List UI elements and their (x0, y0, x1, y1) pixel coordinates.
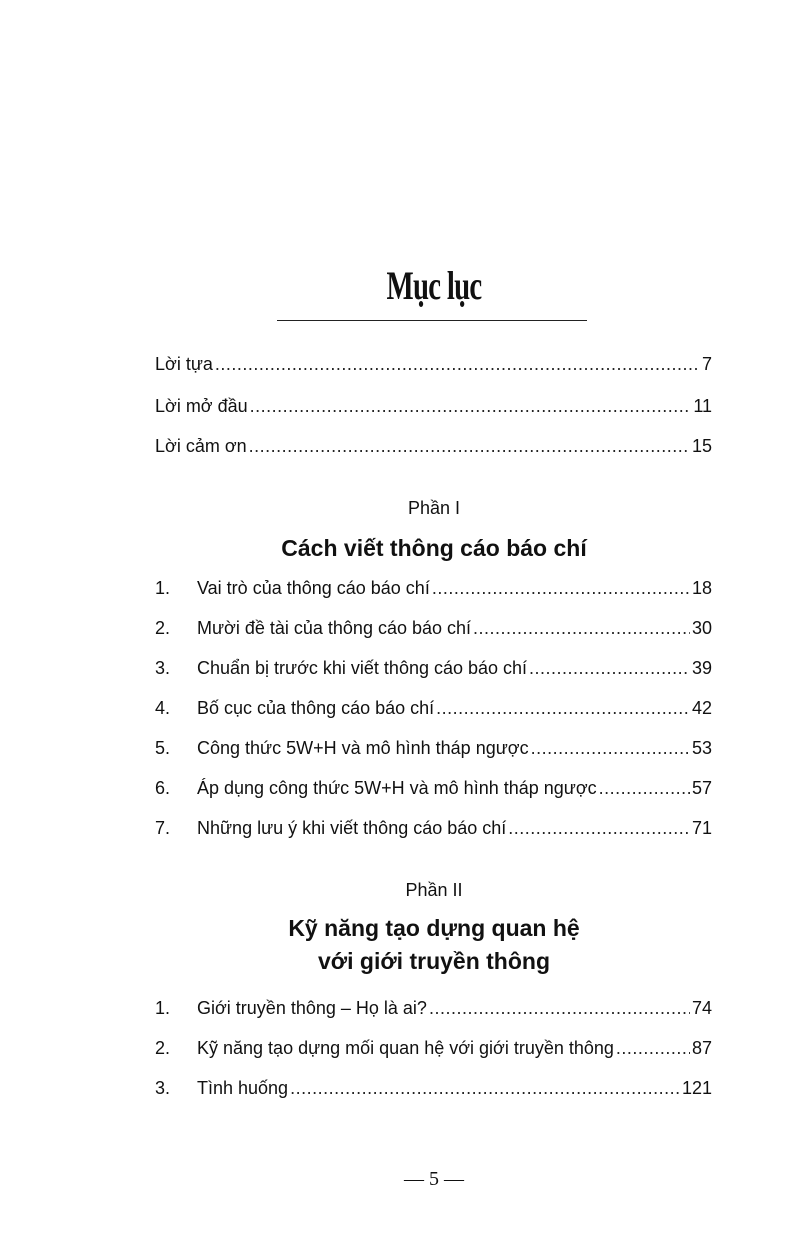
toc-title: Mục lục (386, 263, 482, 308)
toc-entry-preface (155, 354, 712, 380)
entry-label: Lời cảm ơn (155, 436, 247, 456)
entry-page: 11 (693, 396, 712, 416)
entry-page: 18 (691, 578, 712, 598)
dot-leader (508, 818, 690, 839)
entry-label: Chuẩn bị trước khi viết thông cáo báo chí (197, 658, 528, 678)
entry-label: Áp dụng công thức 5W+H và mô hình tháp ngược (197, 778, 597, 798)
toc-entry (155, 698, 712, 724)
toc-entry-introduction (155, 396, 712, 422)
dot-leader (531, 738, 690, 759)
dot-leader (429, 998, 690, 1019)
entry-page: 15 (691, 436, 712, 456)
entry-page: 7 (701, 354, 712, 374)
dot-leader (599, 778, 690, 799)
toc-entry (155, 818, 712, 844)
entry-number: 4. (155, 698, 171, 718)
page-number: — 5 — (404, 1168, 464, 1190)
entry-page: 121 (681, 1078, 712, 1098)
entry-label: Vai trò của thông cáo báo chí (197, 578, 430, 598)
part-heading: Cách viết thông cáo báo chí (281, 535, 587, 561)
entry-number: 3. (155, 658, 171, 678)
part-label: Phần II (405, 880, 463, 900)
toc-entry (155, 658, 712, 684)
part-label: Phần I (407, 498, 461, 518)
entry-page: 53 (691, 738, 712, 758)
title-rule (277, 320, 587, 321)
entry-label: Công thức 5W+H và mô hình tháp ngược (197, 738, 529, 758)
entry-number: 6. (155, 778, 171, 798)
entry-number: 3. (155, 1078, 171, 1098)
dot-leader (473, 618, 690, 639)
entry-number: 1. (155, 578, 171, 598)
entry-page: 74 (691, 998, 712, 1018)
entry-label: Giới truyền thông – Họ là ai? (197, 998, 427, 1018)
entry-page: 87 (691, 1038, 712, 1058)
dot-leader (529, 658, 690, 679)
entry-page: 30 (691, 618, 712, 638)
toc-entry (155, 778, 712, 804)
dot-leader (249, 436, 690, 457)
part-heading: Kỹ năng tạo dựng quan hệ (288, 915, 580, 941)
entry-number: 2. (155, 618, 171, 638)
entry-page: 42 (691, 698, 712, 718)
entry-label: Lời mở đầu (155, 396, 248, 416)
dot-leader (432, 578, 690, 599)
entry-label: Kỹ năng tạo dựng mối quan hệ với giới truyền thông (197, 1038, 614, 1058)
entry-number: 7. (155, 818, 171, 838)
toc-entry (155, 578, 712, 604)
entry-label: Bố cục của thông cáo báo chí (197, 698, 435, 718)
entry-page: 71 (691, 818, 712, 838)
entry-page: 39 (691, 658, 712, 678)
part-heading-line-2: với giới truyền thông (317, 948, 551, 974)
entry-number: 5. (155, 738, 171, 758)
toc-entry (155, 998, 712, 1024)
entry-label: Tình huống (197, 1078, 289, 1098)
dot-leader (290, 1078, 680, 1099)
entry-label: Những lưu ý khi viết thông cáo báo chí (197, 818, 507, 838)
toc-entry (155, 1038, 712, 1064)
dot-leader (250, 396, 692, 417)
dot-leader (436, 698, 690, 719)
toc-entry (155, 1078, 712, 1104)
entry-label: Mười đề tài của thông cáo báo chí (197, 618, 472, 638)
entry-page: 57 (691, 778, 712, 798)
toc-entry-acknowledgements (155, 436, 712, 462)
entry-number: 1. (155, 998, 171, 1018)
dot-leader (215, 354, 700, 375)
toc-entry (155, 618, 712, 644)
dot-leader (616, 1038, 690, 1059)
entry-number: 2. (155, 1038, 171, 1058)
entry-label: Lời tựa (155, 354, 213, 374)
toc-entry (155, 738, 712, 764)
